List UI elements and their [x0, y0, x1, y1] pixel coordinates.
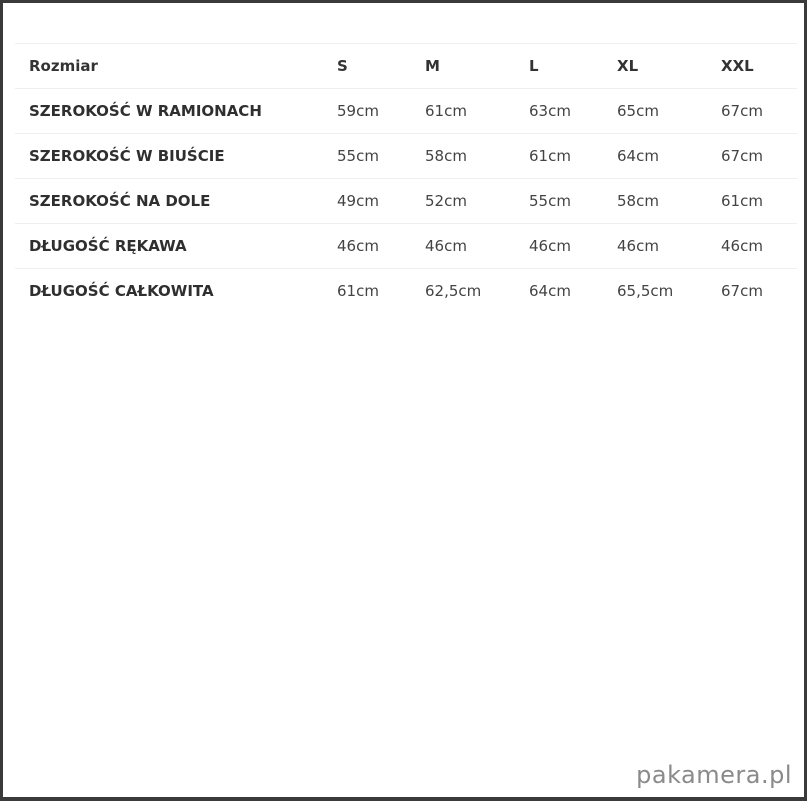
- table-cell: 65,5cm: [617, 282, 674, 300]
- table-cell: 67cm: [721, 282, 763, 300]
- size-table-header-row: [15, 44, 797, 89]
- table-cell: 62,5cm: [425, 282, 482, 300]
- table-cell: 52cm: [425, 192, 467, 210]
- table-cell: 49cm: [337, 192, 379, 210]
- table-cell: 46cm: [337, 237, 379, 255]
- table-cell: 61cm: [721, 192, 763, 210]
- row-label: DŁUGOŚĆ RĘKAWA: [29, 237, 187, 255]
- table-row: [15, 134, 797, 179]
- table-cell: 46cm: [529, 237, 571, 255]
- table-cell: 64cm: [617, 147, 659, 165]
- row-label: SZEROKOŚĆ W BIUŚCIE: [29, 147, 225, 165]
- table-cell: 65cm: [617, 102, 659, 120]
- table-cell: 55cm: [529, 192, 571, 210]
- header-size-m: M: [425, 57, 440, 75]
- header-size-s: S: [337, 57, 348, 75]
- header-size-xxl: XXL: [721, 57, 754, 75]
- table-cell: 67cm: [721, 147, 763, 165]
- header-size-l: L: [529, 57, 539, 75]
- table-cell: 46cm: [425, 237, 467, 255]
- row-label: SZEROKOŚĆ W RAMIONACH: [29, 102, 262, 120]
- table-cell: 58cm: [425, 147, 467, 165]
- table-cell: 63cm: [529, 102, 571, 120]
- row-label: SZEROKOŚĆ NA DOLE: [29, 192, 211, 210]
- table-cell: 46cm: [617, 237, 659, 255]
- row-label: DŁUGOŚĆ CAŁKOWITA: [29, 282, 214, 300]
- table-row: [15, 89, 797, 134]
- table-cell: 61cm: [529, 147, 571, 165]
- table-row: [15, 269, 797, 313]
- size-table: [15, 43, 797, 313]
- table-row: [15, 179, 797, 224]
- table-cell: 64cm: [529, 282, 571, 300]
- table-cell: 61cm: [337, 282, 379, 300]
- table-cell: 58cm: [617, 192, 659, 210]
- table-cell: 59cm: [337, 102, 379, 120]
- table-cell: 67cm: [721, 102, 763, 120]
- watermark-logo: pakamera.pl: [636, 761, 792, 789]
- header-size-xl: XL: [617, 57, 639, 75]
- table-row: [15, 224, 797, 269]
- table-cell: 46cm: [721, 237, 763, 255]
- table-cell: 61cm: [425, 102, 467, 120]
- header-label: Rozmiar: [29, 57, 98, 75]
- table-cell: 55cm: [337, 147, 379, 165]
